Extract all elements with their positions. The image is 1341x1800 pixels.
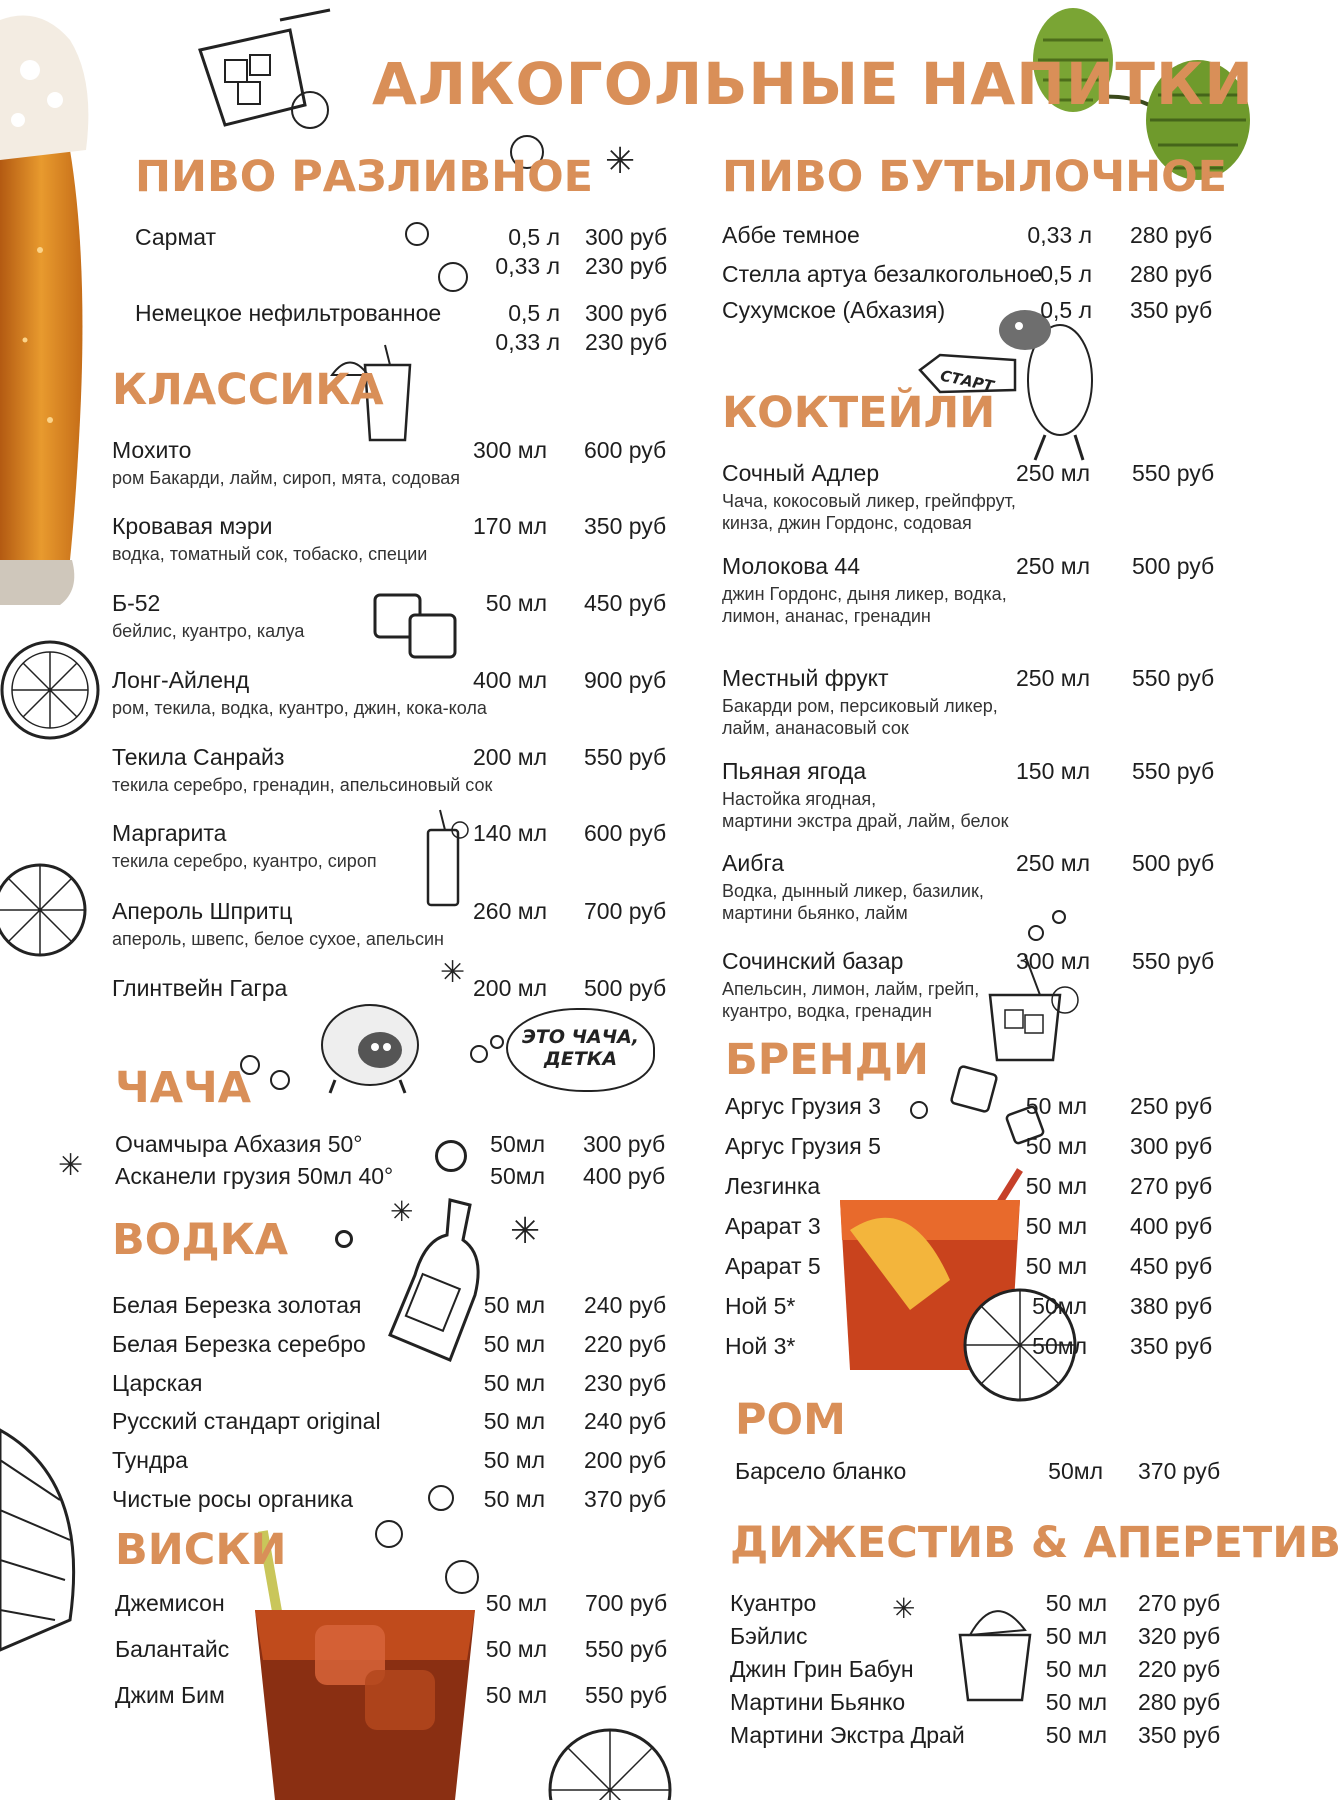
list-item [722, 222, 1213, 252]
item-volume: 0,33 л [495, 253, 560, 279]
list-item [115, 1590, 667, 1620]
item-description: Бакарди ром, персиковый ликер, [722, 696, 998, 716]
list-item [722, 553, 1215, 626]
item-volume: 50 мл [1045, 1590, 1107, 1616]
item-name: Мартини Экстра Драй [730, 1722, 965, 1748]
item-name: Бэйлис [730, 1623, 808, 1649]
item-description: Апельсин, лимон, лайм, грейп, [722, 979, 980, 999]
item-description: Водка, дынный ликер, базилик, [722, 881, 984, 901]
item-price: 200 руб [584, 1447, 667, 1473]
list-item [115, 1636, 667, 1666]
item-name: Б-52 [112, 590, 161, 616]
item-price: 370 руб [584, 1486, 667, 1512]
list-item [135, 329, 668, 359]
lemon-slice-icon [0, 630, 105, 750]
item-volume: 50 мл [1025, 1213, 1087, 1239]
lemon-slice-icon [0, 855, 90, 965]
item-name: Немецкое нефильтрованное [135, 300, 442, 326]
list-item [112, 744, 667, 795]
item-price: 240 руб [584, 1408, 667, 1434]
item-volume: 50 мл [1025, 1093, 1087, 1119]
item-volume: 0,5 л [508, 300, 560, 326]
item-volume: 50 мл [485, 1590, 547, 1616]
item-volume: 250 мл [1016, 460, 1090, 486]
section-title: ВОДКА [112, 1215, 289, 1265]
item-name: Очамчыра Абхазия 50° [115, 1131, 363, 1157]
item-price: 550 руб [585, 1636, 668, 1662]
item-volume: 140 мл [473, 820, 547, 846]
item-name: Глинтвейн Гагра [112, 975, 288, 1001]
item-volume: 200 мл [473, 744, 547, 770]
list-item [725, 1213, 1213, 1243]
list-item [112, 898, 667, 949]
section-rum [735, 1395, 1221, 1495]
item-name: Царская [112, 1370, 203, 1396]
item-price: 550 руб [1132, 665, 1215, 691]
chacha-sticker-line1: ЭТО ЧАЧА, [521, 1026, 639, 1048]
item-price: 240 руб [584, 1292, 667, 1318]
item-name: Аргус Грузия 3 [725, 1093, 881, 1119]
item-volume: 50 мл [483, 1370, 545, 1396]
list-item [112, 975, 667, 1005]
item-description: мартини бьянко, лайм [722, 903, 908, 923]
item-price: 230 руб [585, 253, 668, 279]
chacha-sticker-line2: ДЕТКА [543, 1048, 618, 1070]
item-price: 450 руб [584, 590, 667, 616]
item-volume: 0,5 л [1040, 261, 1092, 287]
item-price: 600 руб [584, 820, 667, 846]
item-volume: 50мл [1048, 1458, 1103, 1484]
item-price: 350 руб [584, 513, 667, 539]
sparkle-icon: ✳ [390, 1196, 414, 1227]
list-item [735, 1458, 1221, 1488]
leaf-icon [0, 1420, 90, 1660]
item-name: Белая Березка золотая [112, 1292, 362, 1318]
item-volume: 300 мл [473, 437, 547, 463]
item-description: мартини экстра драй, лайм, белок [722, 811, 1009, 831]
item-description: ром, текила, водка, куантро, джин, кока-кола [112, 698, 487, 718]
list-item [725, 1093, 1213, 1123]
item-volume: 170 мл [473, 513, 547, 539]
item-name: Аргус Грузия 5 [725, 1133, 881, 1159]
item-description: джин Гордонс, дыня ликер, водка, [722, 584, 1007, 604]
item-price: 280 руб [1130, 261, 1213, 287]
section-whisky [115, 1525, 668, 1708]
list-item [730, 1689, 1221, 1719]
item-name: Мартини Бьянко [730, 1689, 906, 1715]
item-name: Ной 3* [725, 1333, 796, 1359]
item-name: Сармат [135, 224, 217, 250]
page-title: АЛКОГОЛЬНЫЕ НАПИТКИ [372, 50, 1254, 118]
item-name: Арарат 3 [725, 1213, 821, 1239]
item-description: текила серебро, куантро, сироп [112, 851, 377, 871]
item-volume: 260 мл [473, 898, 547, 924]
item-volume: 50 мл [1045, 1689, 1107, 1715]
section-draft-beer [135, 152, 668, 355]
item-volume: 50 мл [483, 1331, 545, 1357]
section-digestif [730, 1518, 1341, 1748]
item-price: 280 руб [1138, 1689, 1221, 1715]
item-volume: 50 мл [1045, 1656, 1107, 1682]
item-name: Джин Грин Бабун [730, 1656, 914, 1682]
list-item [115, 1131, 665, 1161]
item-volume: 50мл [490, 1131, 545, 1157]
item-name: Мохито [112, 437, 192, 463]
item-name: Маргарита [112, 820, 227, 846]
item-description: Чача, кокосовый ликер, грейпфрут, [722, 491, 1016, 511]
item-description: лайм, ананасовый сок [722, 718, 909, 738]
section-bottled-beer [722, 152, 1228, 323]
list-item [722, 297, 1213, 327]
item-volume: 50 мл [485, 1682, 547, 1708]
section-title: ПИВО РАЗЛИВНОЕ [135, 152, 594, 202]
list-item [722, 850, 1215, 923]
item-price: 250 руб [1130, 1093, 1213, 1119]
item-price: 370 руб [1138, 1458, 1221, 1484]
list-item [730, 1623, 1221, 1653]
item-name: Лезгинка [725, 1173, 821, 1199]
item-name: Молокова 44 [722, 553, 861, 579]
list-item [112, 1408, 667, 1438]
item-volume: 250 мл [1016, 850, 1090, 876]
list-item [135, 224, 668, 254]
bubble-icon [470, 1045, 488, 1063]
item-volume: 50 мл [483, 1486, 545, 1512]
section-title: КОКТЕЙЛИ [722, 388, 996, 438]
item-price: 350 руб [1130, 297, 1213, 323]
list-item [725, 1293, 1213, 1323]
item-volume: 50мл [490, 1163, 545, 1189]
item-price: 350 руб [1130, 1333, 1213, 1359]
item-volume: 50 мл [1025, 1253, 1087, 1279]
item-name: Апероль Шпритц [112, 898, 293, 924]
item-price: 350 руб [1138, 1722, 1221, 1748]
beer-glass-icon [0, 0, 95, 610]
item-price: 400 руб [583, 1163, 666, 1189]
item-price: 700 руб [585, 1590, 668, 1616]
item-price: 380 руб [1130, 1293, 1213, 1319]
section-brandy [725, 1035, 1213, 1359]
list-item [725, 1133, 1213, 1163]
item-name: Аббе темное [722, 222, 860, 248]
item-price: 700 руб [584, 898, 667, 924]
item-price: 600 руб [584, 437, 667, 463]
list-item [112, 1486, 667, 1516]
item-description: Настойка ягодная, [722, 789, 877, 809]
item-name: Кровавая мэри [112, 513, 273, 539]
item-volume: 50 мл [483, 1408, 545, 1434]
item-name: Аибга [722, 850, 785, 876]
item-price: 400 руб [1130, 1213, 1213, 1239]
item-price: 300 руб [585, 224, 668, 250]
item-name: Лонг-Айленд [112, 667, 250, 693]
item-volume: 50 мл [1025, 1173, 1087, 1199]
item-volume: 50 мл [485, 590, 547, 616]
item-name: Ной 5* [725, 1293, 796, 1319]
list-item [115, 1682, 667, 1712]
lemon-slice-icon [545, 1715, 675, 1800]
list-item [112, 590, 667, 641]
sparkle-icon: ✳ [605, 140, 636, 181]
section-title: КЛАССИКА [112, 365, 384, 415]
item-name: Сочный Адлер [722, 460, 880, 486]
item-volume: 200 мл [473, 975, 547, 1001]
item-price: 900 руб [584, 667, 667, 693]
item-volume: 400 мл [473, 667, 547, 693]
sparkle-icon: ✳ [510, 1210, 541, 1251]
list-item [722, 460, 1215, 533]
section-title: БРЕНДИ [725, 1035, 929, 1085]
list-item [112, 820, 667, 871]
item-name: Белая Березка серебро [112, 1331, 366, 1357]
item-description: бейлис, куантро, калуа [112, 621, 305, 641]
item-price: 320 руб [1138, 1623, 1221, 1649]
item-volume: 50 мл [1045, 1623, 1107, 1649]
item-volume: 50 мл [483, 1292, 545, 1318]
item-name: Пьяная ягода [722, 758, 867, 784]
item-name: Сочинский базар [722, 948, 904, 974]
item-name: Арарат 5 [725, 1253, 821, 1279]
item-price: 280 руб [1130, 222, 1213, 248]
item-description: апероль, швепс, белое сухое, апельсин [112, 929, 444, 949]
item-name: Русский стандарт original [112, 1408, 381, 1434]
list-item [730, 1656, 1221, 1686]
list-item [725, 1253, 1213, 1283]
sparkle-icon: ✳ [440, 956, 466, 989]
item-volume: 300 мл [1016, 948, 1090, 974]
item-price: 500 руб [1132, 850, 1215, 876]
section-title: ЧАЧА [115, 1063, 252, 1113]
item-price: 300 руб [585, 300, 668, 326]
section-classics [112, 365, 667, 1005]
ice-glass-icon [190, 10, 340, 140]
item-volume: 50мл [1032, 1333, 1087, 1359]
item-volume: 50 мл [485, 1636, 547, 1662]
item-volume: 50мл [1032, 1293, 1087, 1319]
item-price: 230 руб [585, 329, 668, 355]
list-item [112, 1447, 667, 1477]
item-volume: 0,33 л [1027, 222, 1092, 248]
list-item [725, 1173, 1213, 1203]
item-price: 220 руб [1138, 1656, 1221, 1682]
item-price: 450 руб [1130, 1253, 1213, 1279]
list-item [112, 1370, 667, 1400]
item-name: Сухумское (Абхазия) [722, 297, 946, 323]
item-price: 270 руб [1130, 1173, 1213, 1199]
list-item [135, 300, 668, 330]
item-volume: 0,33 л [495, 329, 560, 355]
list-item [112, 513, 667, 564]
section-title: РОМ [735, 1395, 846, 1445]
item-volume: 50 мл [1025, 1133, 1087, 1159]
item-price: 550 руб [584, 744, 667, 770]
item-volume: 50 мл [483, 1447, 545, 1473]
item-volume: 50 мл [1045, 1722, 1107, 1748]
item-description: водка, томатный сок, тобаско, специи [112, 544, 428, 564]
item-price: 500 руб [584, 975, 667, 1001]
list-item [730, 1590, 1221, 1620]
item-price: 270 руб [1138, 1590, 1221, 1616]
sparkle-icon: ✳ [58, 1149, 84, 1182]
section-title: ДИЖЕСТИВ & АПЕРЕТИВ [730, 1518, 1341, 1568]
item-name: Тундра [112, 1447, 188, 1473]
list-item [722, 758, 1215, 831]
item-name: Джим Бим [115, 1682, 225, 1708]
item-name: Куантро [730, 1590, 817, 1616]
item-name: Текила Санрайз [112, 744, 285, 770]
list-item [725, 1333, 1213, 1363]
item-name: Местный фрукт [722, 665, 889, 691]
sparkle-icon: ✳ [892, 1593, 916, 1624]
item-description: лимон, ананас, гренадин [722, 606, 931, 626]
item-description: ром Бакарди, лайм, сироп, мята, содовая [112, 468, 461, 488]
section-title: ВИСКИ [115, 1525, 287, 1575]
item-price: 500 руб [1132, 553, 1215, 579]
item-name: Барсело бланко [735, 1458, 907, 1484]
item-description: кинза, джин Гордонс, содовая [722, 513, 972, 533]
list-item [722, 665, 1215, 738]
start-sign-label: СТАРТ [938, 366, 996, 396]
item-description: куантро, водка, гренадин [722, 1001, 932, 1021]
item-description: текила серебро, гренадин, апельсиновый сок [112, 775, 493, 795]
section-vodka [112, 1215, 667, 1515]
item-name: Стелла артуа безалкогольное [722, 261, 1043, 287]
item-price: 550 руб [1132, 948, 1215, 974]
list-item [112, 1331, 667, 1361]
item-volume: 250 мл [1016, 665, 1090, 691]
list-item [135, 253, 668, 283]
item-price: 300 руб [1130, 1133, 1213, 1159]
section-chacha [115, 1063, 665, 1193]
section-cocktails [722, 388, 1215, 1028]
item-price: 230 руб [584, 1370, 667, 1396]
item-price: 550 руб [1132, 460, 1215, 486]
item-volume: 250 мл [1016, 553, 1090, 579]
list-item [722, 948, 1215, 1021]
list-item [730, 1722, 1221, 1752]
item-name: Джемисон [115, 1590, 225, 1616]
list-item [112, 437, 667, 488]
item-volume: 0,5 л [508, 224, 560, 250]
list-item [722, 261, 1213, 291]
section-title: ПИВО БУТЫЛОЧНОЕ [722, 152, 1228, 202]
list-item [115, 1163, 665, 1193]
item-price: 550 руб [1132, 758, 1215, 784]
item-volume: 150 мл [1016, 758, 1090, 784]
item-name: Асканели грузия 50мл 40° [115, 1163, 394, 1189]
item-price: 220 руб [584, 1331, 667, 1357]
bubble-icon [490, 1035, 504, 1049]
item-volume: 0,5 л [1040, 297, 1092, 323]
list-item [112, 1292, 667, 1322]
item-price: 550 руб [585, 1682, 668, 1708]
item-name: Балантайс [115, 1636, 230, 1662]
list-item [112, 667, 667, 718]
item-price: 300 руб [583, 1131, 666, 1157]
item-name: Чистые росы органика [112, 1486, 354, 1512]
